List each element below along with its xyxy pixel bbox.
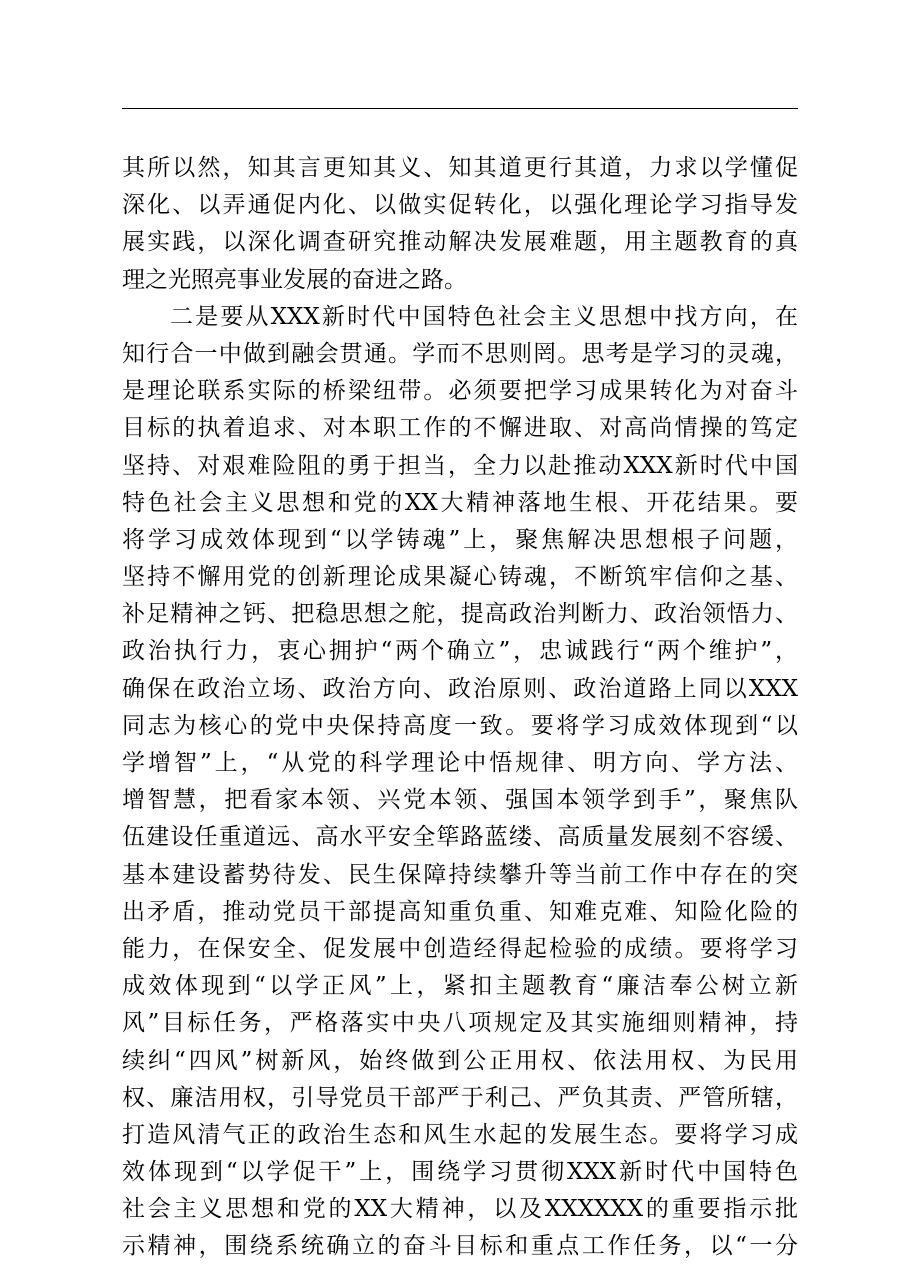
text-line: 确保在政治立场、政治方向、政治原则、政治道路上同以XXX xyxy=(122,675,798,702)
text-line: 补足精神之钙、把稳思想之舵，提高政治判断力、政治领悟力、 xyxy=(122,601,798,628)
text-line: 出矛盾，推动党员干部提高知重负重、知难克难、知险化险的 xyxy=(122,898,798,925)
text-line: 知行合一中做到融会贯通。学而不思则罔。思考是学习的灵魂， xyxy=(122,340,798,367)
header-rule xyxy=(122,108,798,109)
paragraph xyxy=(122,299,798,1266)
text-line: 基本建设蓄势待发、民生保障持续攀升等当前工作中存在的突 xyxy=(122,861,798,888)
text-line: 打造风清气正的政治生态和风生水起的发展生态。要将学习成 xyxy=(122,1121,798,1148)
document-body xyxy=(122,150,798,1266)
text-line: 展实践，以深化调查研究推动解决发展难题，用主题教育的真 xyxy=(122,229,798,256)
text-line: 政治执行力，衷心拥护“两个确立”，忠诚践行“两个维护”， xyxy=(122,638,798,665)
text-line: 能力，在保安全、促发展中创造经得起检验的成绩。要将学习 xyxy=(122,935,798,962)
text-line: 示精神，围绕系统确立的奋斗目标和重点工作任务，以“一分 xyxy=(122,1233,798,1260)
text-line: 成效体现到“以学正风”上，紧扣主题教育“廉洁奉公树立新 xyxy=(122,973,798,1000)
text-line: 效体现到“以学促干”上，围绕学习贯彻XXX新时代中国特色 xyxy=(122,1159,798,1186)
text-line: 深化、以弄通促内化、以做实促转化，以强化理论学习指导发 xyxy=(122,192,798,219)
text-line: 理之光照亮事业发展的奋进之路。 xyxy=(122,266,467,293)
text-line: 社会主义思想和党的XX大精神，以及XXXXXX的重要指示批 xyxy=(122,1196,798,1223)
text-line: 将学习成效体现到“以学铸魂”上，聚焦解决思想根子问题， xyxy=(122,526,798,553)
text-line: 其所以然，知其言更知其义、知其道更行其道，力求以学懂促 xyxy=(122,155,798,181)
text-line: 续纠“四风”树新风，始终做到公正用权、依法用权、为民用 xyxy=(122,1047,798,1074)
text-line: 特色社会主义思想和党的XX大精神落地生根、开花结果。要 xyxy=(122,489,798,516)
text-line: 同志为核心的党中央保持高度一致。要将学习成效体现到“以 xyxy=(122,712,798,739)
text-line: 伍建设任重道远、高水平安全筚路蓝缕、高质量发展刻不容缓、 xyxy=(122,824,798,851)
text-line: 二是要从XXX新时代中国特色社会主义思想中找方向，在 xyxy=(170,303,798,330)
text-line: 风”目标任务，严格落实中央八项规定及其实施细则精神，持 xyxy=(122,1010,798,1037)
paragraph xyxy=(122,150,798,299)
text-line: 是理论联系实际的桥梁纽带。必须要把学习成果转化为对奋斗 xyxy=(122,378,798,405)
text-line: 权、廉洁用权，引导党员干部严于利己、严负其责、严管所辖， xyxy=(122,1084,798,1111)
text-line: 学增智”上，“从党的科学理论中悟规律、明方向、学方法、 xyxy=(122,750,798,776)
text-line: 坚持、对艰难险阻的勇于担当，全力以赴推动XXX新时代中国 xyxy=(122,452,798,479)
text-line: 目标的执着追求、对本职工作的不懈进取、对高尚情操的笃定 xyxy=(122,415,798,442)
text-line: 增智慧，把看家本领、兴党本领、强国本领学到手”，聚焦队 xyxy=(122,787,798,814)
text-line: 坚持不懈用党的创新理论成果凝心铸魂，不断筑牢信仰之基、 xyxy=(122,564,798,591)
